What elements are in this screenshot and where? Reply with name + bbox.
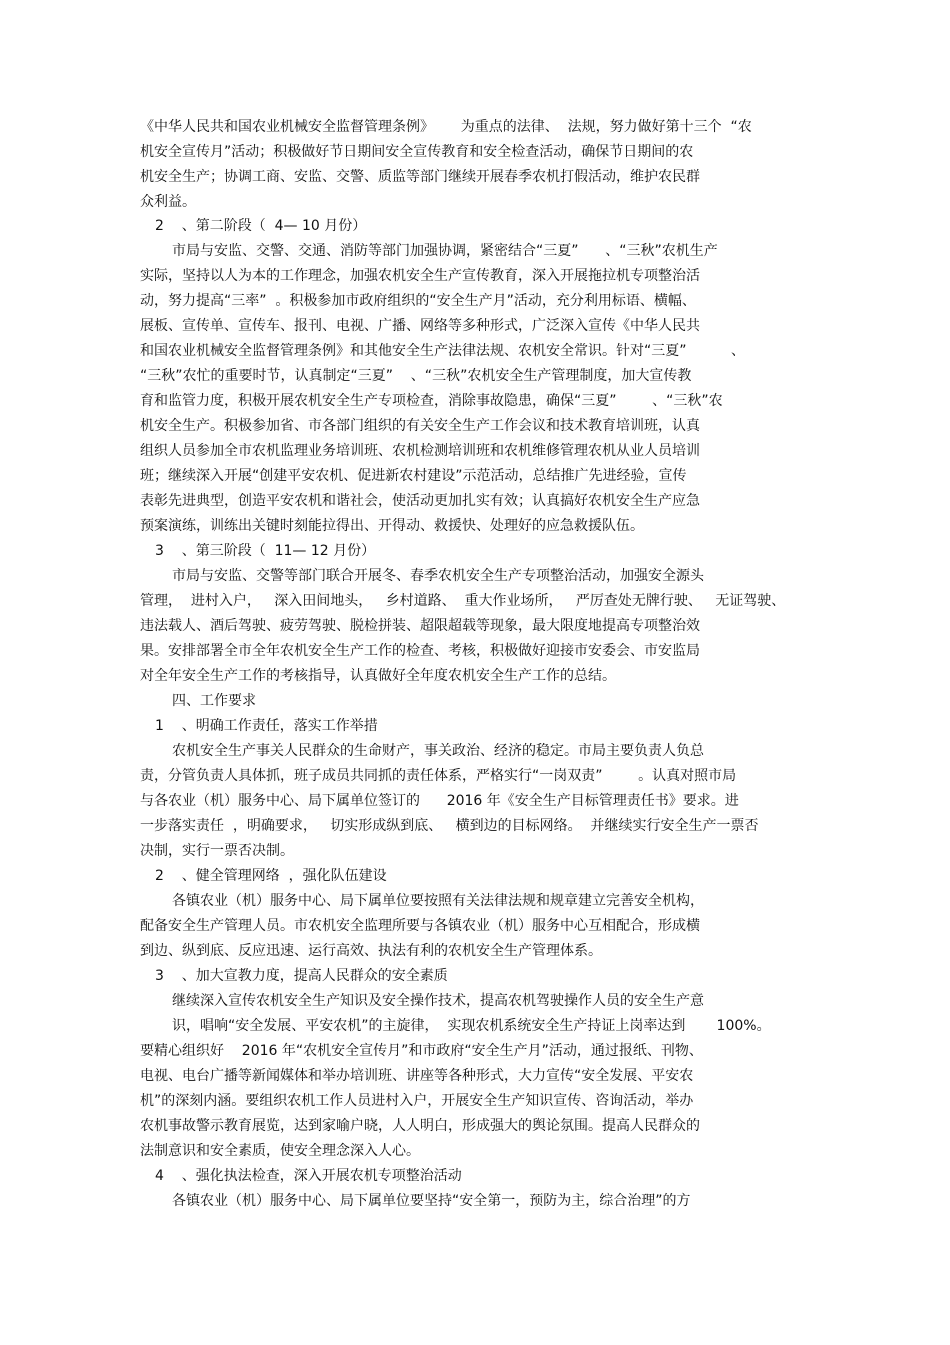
text-line-12: 育和监管力度，积极开展农机安全生产专项检查，消除事故隐患，确保“三夏” 、“三秋”农 bbox=[140, 393, 723, 409]
text-line-16: 表彰先进典型，创造平安农机和谐社会，使活动更加扎实有效；认真搞好农机安全生产应急 bbox=[140, 493, 700, 509]
text-line-40: 机”的深刻内涵。要组织农机工作人员进村入户，开展安全生产知识宣传、咨询活动，举办 bbox=[140, 1093, 694, 1109]
text-line-13: 机安全生产。积极参加省、市各部门组织的有关安全生产工作会议和技术教育培训班，认真 bbox=[140, 418, 700, 434]
text-line-34: 到边、纵到底、反应迅速、运行高效、执法有利的农机安全生产管理体系。 bbox=[140, 943, 602, 959]
text-line-3: 机安全生产；协调工商、安监、交警、质监等部门继续开展春季农机打假活动，维护农民群 bbox=[140, 169, 700, 185]
text-line-15: 班；继续深入开展“创建平安农机、促进新农村建设”示范活动，总结推广先进经验，宣传 bbox=[140, 468, 687, 484]
subsection-heading-4: 4 、强化执法检查，深入开展农机专项整治活动 bbox=[155, 1168, 462, 1184]
text-line-7: 实际，坚持以人为本的工作理念，加强农机安全生产宣传教育，深入开展拖拉机专项整治活 bbox=[140, 268, 700, 284]
subsection-heading-2: 2 、健全管理网络 ，强化队伍建设 bbox=[155, 868, 387, 884]
text-line-41: 农机事故警示教育展览，达到家喻户晓，人人明白，形成强大的舆论氛围。提高人民群众的 bbox=[140, 1118, 700, 1134]
text-line-44: 各镇农业（机）服务中心、局下属单位要坚持“安全第一，预防为主，综合治理”的方 bbox=[172, 1193, 691, 1209]
text-line-22: 果。安排部署全市全年农机安全生产工作的检查、考核，积极做好迎接市安委会、市安监局 bbox=[140, 643, 700, 659]
text-line-10: 和国农业机械安全监督管理条例》和其他安全生产法律法规、农机安全常识。针对“三夏” 、 bbox=[140, 343, 746, 359]
text-line-19: 市局与安监、交警等部门联合开展冬、春季农机安全生产专项整治活动，加强安全源头 bbox=[172, 568, 704, 584]
text-line-23: 对全年安全生产工作的考核指导，认真做好全年度农机安全生产工作的总结。 bbox=[140, 668, 616, 684]
text-line-14: 组织人员参加全市农机监理业务培训班、农机检测培训班和农机维修管理农机从业人员培训 bbox=[140, 443, 700, 459]
text-line-2: 机安全宣传月”活动；积极做好节日期间安全宣传教育和安全检查活动，确保节日期间的农 bbox=[140, 144, 694, 160]
text-line-20: 管理， 进村入户， 深入田间地头， 乡村道路、 重大作业场所， 严厉查处无牌行驶、 无证驾驶、 bbox=[140, 593, 786, 609]
text-line-33: 配备安全生产管理人员。市农机安全监理所要与各镇农业（机）服务中心互相配合，形成横 bbox=[140, 918, 700, 934]
text-line-27: 责，分管负责人具体抓，班子成员共同抓的责任体系，严格实行“一岗双责” 。认真对照市局 bbox=[140, 768, 737, 784]
text-line-17: 预案演练，训练出关键时刻能拉得出、开得动、救援快、处理好的应急救援队伍。 bbox=[140, 518, 644, 534]
subsection-heading-3: 3 、加大宣教力度，提高人民群众的安全素质 bbox=[155, 968, 448, 984]
section-heading-stage-2: 2 、第二阶段（ 4— 10 月份） bbox=[155, 218, 367, 234]
text-line-36: 继续深入宣传农机安全生产知识及安全操作技术，提高农机驾驶操作人员的安全生产意 bbox=[172, 993, 704, 1009]
text-line-28: 与各农业（机）服务中心、局下属单位签订的 2016 年《安全生产目标管理责任书》要求。进 bbox=[140, 793, 739, 809]
subsection-heading-1: 1 、明确工作责任，落实工作举措 bbox=[155, 718, 378, 734]
text-line-6: 市局与安监、交警、交通、消防等部门加强协调，紧密结合“三夏” 、“三秋”农机生产 bbox=[172, 243, 718, 259]
text-line-9: 展板、宣传单、宣传车、报刊、电视、广播、网络等多种形式，广泛深入宣传《中华人民共 bbox=[140, 318, 700, 334]
text-line-26: 农机安全生产事关人民群众的生命财产，事关政治、经济的稳定。市局主要负责人负总 bbox=[172, 743, 704, 759]
text-line-39: 电视、电台广播等新闻媒体和举办培训班、讲座等各种形式，大力宣传“安全发展、平安农 bbox=[140, 1068, 694, 1084]
text-line-21: 违法载人、酒后驾驶、疲劳驾驶、脱检拼装、超限超载等现象，最大限度地提高专项整治效 bbox=[140, 618, 700, 634]
text-line-37: 识，唱响“安全发展、平安农机”的主旋律， 实现农机系统安全生产持证上岗率达到 100%。 bbox=[172, 1018, 771, 1034]
section-heading-stage-3: 3 、第三阶段（ 11— 12 月份） bbox=[155, 543, 376, 559]
text-line-30: 决制，实行一票否决制。 bbox=[140, 843, 294, 859]
section-heading-work-requirements: 四、工作要求 bbox=[172, 693, 256, 709]
text-line-1: 《中华人民共和国农业机械安全监督管理条例》 为重点的法律、 法规，努力做好第十三个 “农 bbox=[140, 119, 752, 135]
text-line-11: “三秋”农忙的重要时节，认真制定“三夏” 、“三秋”农机安全生产管理制度，加大宣传教 bbox=[140, 368, 692, 384]
text-line-32: 各镇农业（机）服务中心、局下属单位要按照有关法律法规和规章建立完善安全机构， bbox=[172, 893, 704, 909]
text-line-42: 法制意识和安全素质，使安全理念深入人心。 bbox=[140, 1143, 420, 1159]
text-line-29: 一步落实责任 ，明确要求， 切实形成纵到底、 横到边的目标网络。 并继续实行安全生产一票否 bbox=[140, 818, 759, 834]
text-line-38: 要精心组织好 2016 年“农机安全宣传月”和市政府“安全生产月”活动，通过报纸、刊物、 bbox=[140, 1043, 703, 1059]
text-line-4: 众利益。 bbox=[140, 194, 196, 210]
text-line-8: 动，努力提高“三率” 。积极参加市政府组织的“安全生产月”活动，充分利用标语、横幅、 bbox=[140, 293, 696, 309]
